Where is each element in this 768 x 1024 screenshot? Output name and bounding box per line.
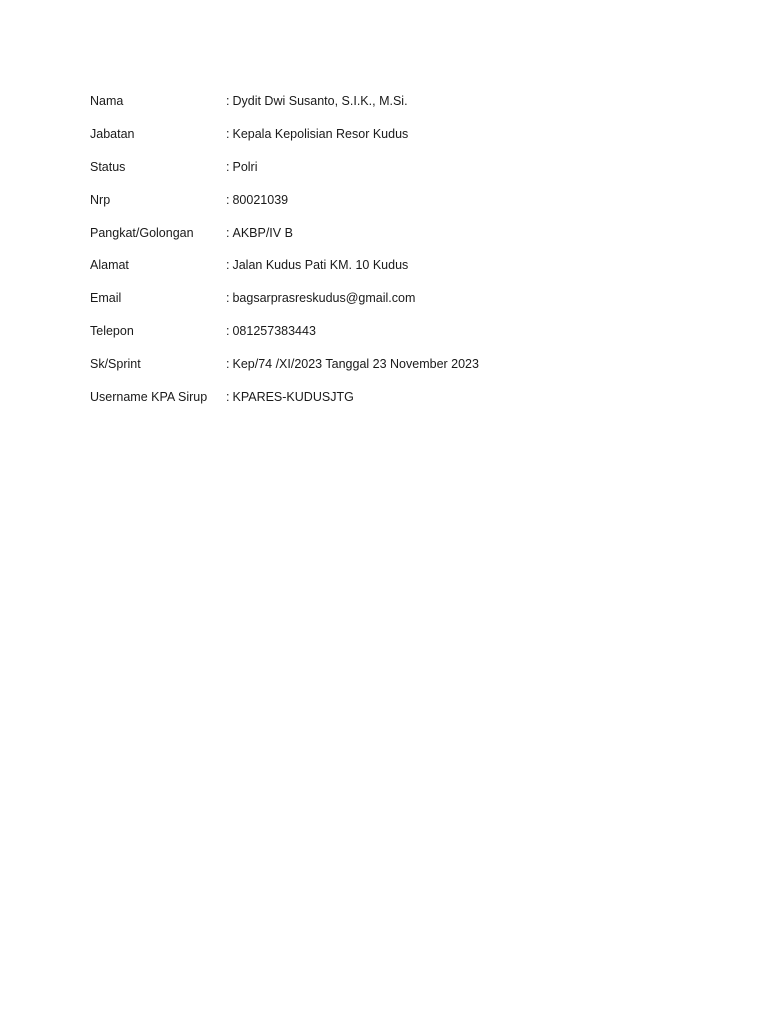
identity-field-list xyxy=(90,92,690,421)
field-value: Dydit Dwi Susanto, S.I.K., M.Si. xyxy=(232,94,408,108)
field-value: 081257383443 xyxy=(232,324,316,339)
field-row-nama xyxy=(90,92,690,125)
field-value: Kepala Kepolisian Resor Kudus xyxy=(232,126,409,141)
field-row-nrp xyxy=(90,191,690,224)
field-label: Sk/Sprint xyxy=(90,357,141,372)
field-value: KPARES-KUDUSJTG xyxy=(232,390,354,405)
field-separator: : xyxy=(226,324,230,339)
field-row-status xyxy=(90,158,690,191)
field-value: 80021039 xyxy=(232,192,289,207)
field-label: Telepon xyxy=(90,324,134,339)
field-value: bagsarprasreskudus@gmail.com xyxy=(232,291,416,306)
field-label: Pangkat/Golongan xyxy=(90,225,194,240)
field-label: Alamat xyxy=(90,258,129,273)
field-value: Polri xyxy=(232,159,258,174)
field-label: Nama xyxy=(90,94,124,108)
field-separator: : xyxy=(226,357,230,372)
field-row-sk-sprint xyxy=(90,355,690,388)
field-label: Username KPA Sirup xyxy=(90,390,208,405)
field-separator: : xyxy=(226,192,230,207)
field-value: Jalan Kudus Pati KM. 10 Kudus xyxy=(232,258,409,273)
field-separator: : xyxy=(226,159,230,174)
field-row-pangkat-golongan xyxy=(90,224,690,257)
field-separator: : xyxy=(226,94,230,108)
field-label: Jabatan xyxy=(90,126,135,141)
field-label: Status xyxy=(90,159,126,174)
field-row-alamat xyxy=(90,256,690,289)
field-separator: : xyxy=(226,291,230,306)
field-row-telepon xyxy=(90,322,690,355)
field-separator: : xyxy=(226,126,230,141)
field-row-username-kpa-sirup xyxy=(90,388,690,421)
field-value: AKBP/IV B xyxy=(232,225,293,240)
field-row-jabatan xyxy=(90,125,690,158)
field-label: Email xyxy=(90,291,122,306)
field-separator: : xyxy=(226,258,230,273)
field-separator: : xyxy=(226,390,230,405)
field-separator: : xyxy=(226,225,230,240)
field-row-email xyxy=(90,289,690,322)
field-label: Nrp xyxy=(90,192,111,207)
field-value: Kep/74 /XI/2023 Tanggal 23 November 2023 xyxy=(232,357,479,372)
